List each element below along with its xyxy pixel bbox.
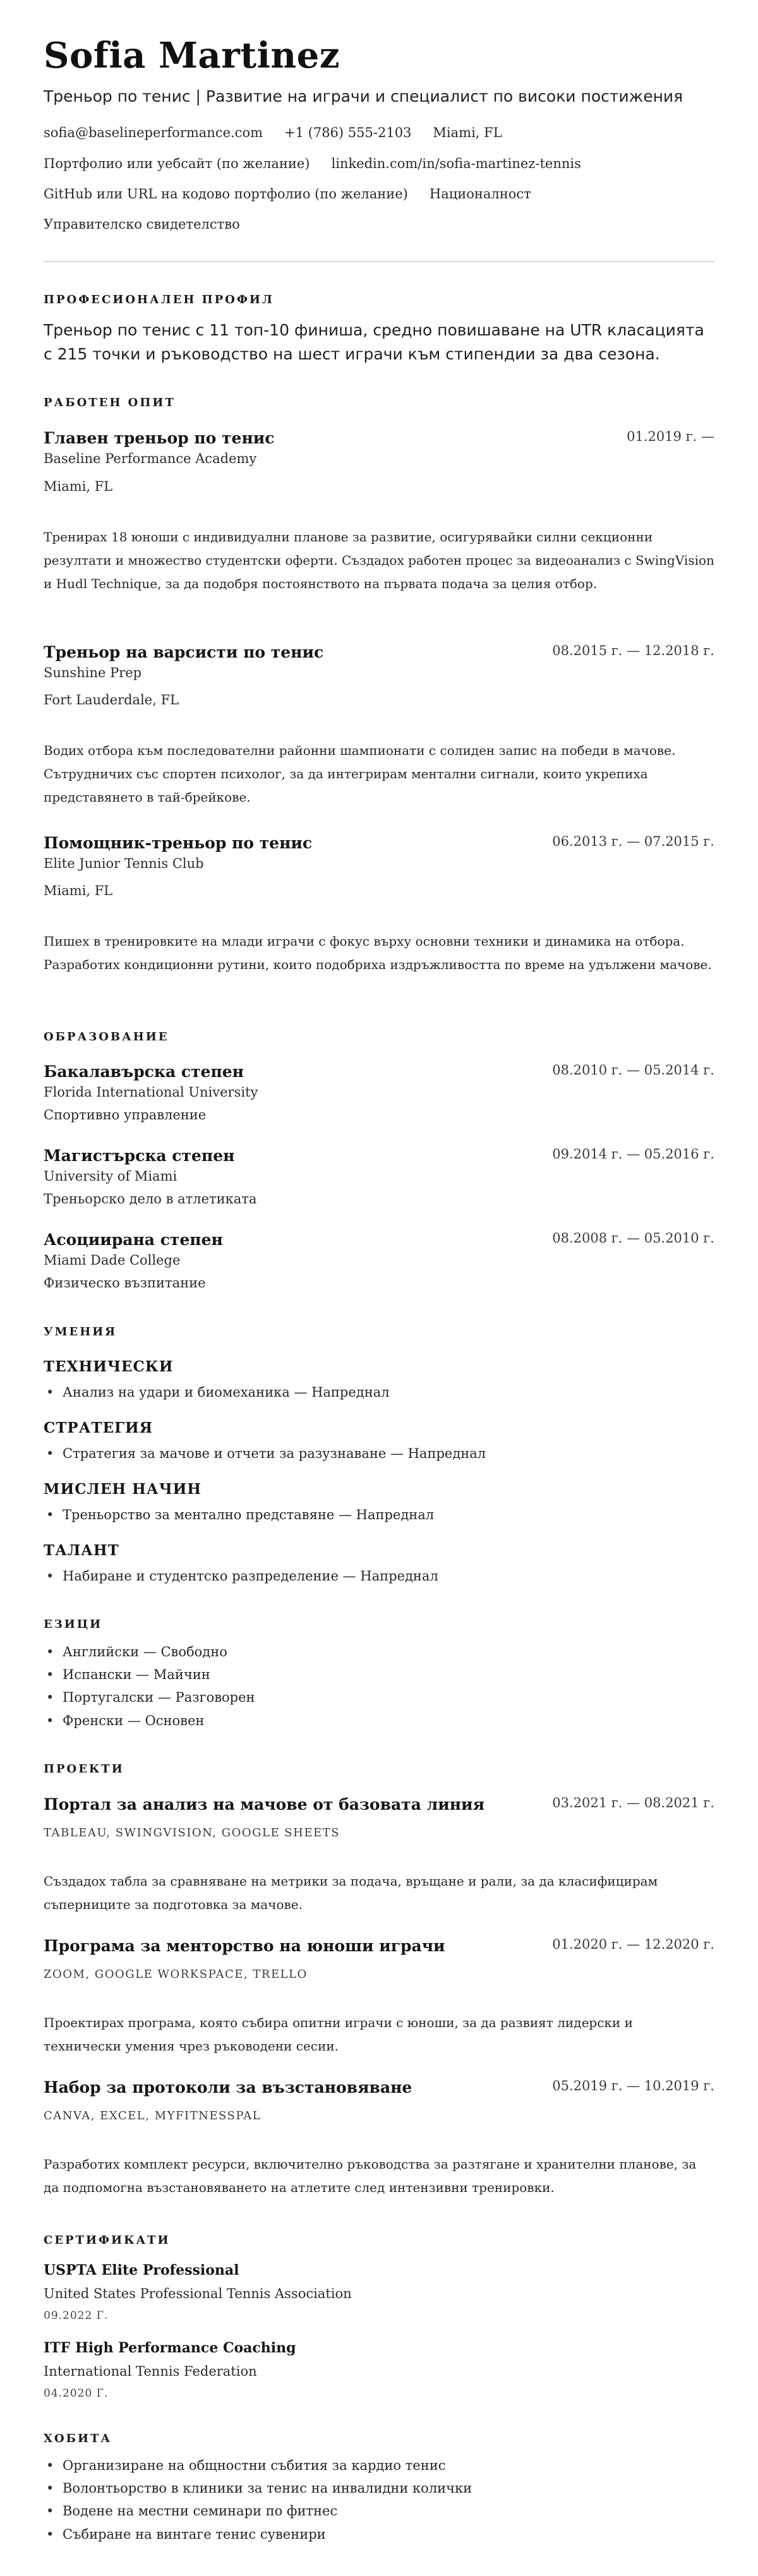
job-dates: 08.2015 г. — 12.2018 г.	[552, 643, 714, 658]
education-heading: ОБРАЗОВАНИЕ	[44, 1030, 169, 1044]
project-tools: CANVA, EXCEL, MYFITNESSPAL	[44, 2109, 262, 2122]
field-of-study: Треньорско дело в атлетиката	[44, 1191, 257, 1207]
job-description: Водих отбора към последователни районни шампионати с солиден запис на победи в мачове. Сътрудничих със спортен психолог, за да интегрирам ментални сигнали, които укрепиха представянето в тай-брейкове.	[44, 743, 676, 805]
location-text: Miami, FL	[433, 125, 502, 140]
certificate-issuer: International Tennis Federation	[44, 2364, 257, 2379]
contact-line-1	[44, 125, 502, 140]
header-divider	[44, 261, 714, 262]
language-item: • Португалски — Разговорен	[44, 1690, 255, 1705]
project-title: Портал за анализ на мачове от базовата линия	[44, 1795, 485, 1814]
school-name: University of Miami	[44, 1169, 177, 1184]
job-dates: 06.2013 г. — 07.2015 г.	[552, 834, 714, 849]
email-link[interactable]: sofia@baselineperformance.com	[44, 125, 263, 140]
project-tools: TABLEAU, SWINGVISION, GOOGLE SHEETS	[44, 1826, 340, 1839]
candidate-name: Sofia Martinez	[44, 35, 340, 76]
degree-title: Бакалавърска степен	[44, 1062, 244, 1081]
skills-heading: УМЕНИЯ	[44, 1325, 117, 1339]
linkedin-link[interactable]: linkedin.com/in/sofia-martinez-tennis	[331, 156, 581, 171]
hobbies-heading: ХОБИТА	[44, 2432, 112, 2445]
phone-link[interactable]: +1 (786) 555-2103	[284, 125, 412, 140]
certificate-date: 09.2022 Г.	[44, 2309, 109, 2322]
field-of-study: Физическо възпитание	[44, 1275, 206, 1291]
nationality-text: Националност	[429, 186, 531, 202]
hobby-item: • Водене на местни семинари по фитнес	[44, 2503, 337, 2519]
profile-summary: Треньор по тенис с 11 топ-10 финиша, средно повишаване на UTR класацията с 215 точки и ръководство на шест играчи към стипендии за два сезона.	[44, 321, 704, 363]
project-description: Създадох табла за сравняване на метрики за подача, връщане и рали, за да класифицирам съперниците за подготовка за мачове.	[44, 1874, 658, 1912]
contact-line-2	[44, 156, 581, 171]
contact-line-3	[44, 186, 531, 202]
degree-title: Асоциирана степен	[44, 1231, 223, 1249]
job-location: Miami, FL	[44, 883, 113, 898]
school-name: Florida International University	[44, 1085, 258, 1100]
education-dates: 08.2008 г. — 05.2010 г.	[552, 1231, 714, 1246]
certificate-name: ITF High Performance Coaching	[44, 2340, 296, 2356]
github-link[interactable]: GitHub или URL на кодово портфолио (по желание)	[44, 186, 408, 202]
skill-item: • Анализ на удари и биомеханика — Напреднал	[44, 1385, 390, 1400]
certificate-date: 04.2020 Г.	[44, 2387, 109, 2400]
project-dates: 01.2020 г. — 12.2020 г.	[552, 1937, 714, 1952]
headline: Треньор по тенис | Развитие на играчи и специалист по високи постижения	[44, 87, 683, 105]
job-title: Главен треньор по тенис	[44, 429, 275, 447]
language-item: • Испански — Майчин	[44, 1667, 210, 1682]
job-description: Тренирах 18 юноши с индивидуални планове за развитие, осигурявайки силни секционни резултати и множество студентски оферти. Създадох работен процес за видеоанализ с SwingVision и Hudl Technique, за да подобря постоянството на първата подача за целия отбор.	[44, 529, 714, 591]
skill-item: • Стратегия за мачове и отчети за разузнаване — Напреднал	[44, 1446, 486, 1461]
projects-heading: ПРОЕКТИ	[44, 1762, 124, 1776]
job-description: Пишех в тренировките на млади играчи с фокус върху основни техники и динамика на отбора. Разработих кондиционни рутини, които подобриха издръжливостта по време на удължени мачове.	[44, 934, 712, 972]
certificates-heading: СЕРТИФИКАТИ	[44, 2234, 171, 2247]
skill-category: ТАЛАНТ	[44, 1542, 119, 1559]
job-employer: Elite Junior Tennis Club	[44, 856, 204, 871]
hobby-item: • Събиране на винтаге тенис сувенири	[44, 2527, 326, 2542]
license-text: Управителско свидетелство	[44, 217, 240, 232]
project-description: Разработих комплект ресурси, включително ръководства за разтягане и хранителни планове, за да подпомогна възстановяването на атлетите след интензивни тренировки.	[44, 2157, 697, 2195]
project-dates: 05.2019 г. — 10.2019 г.	[552, 2078, 714, 2093]
certificate-name: USPTA Elite Professional	[44, 2262, 239, 2278]
job-title: Треньор на варсисти по тенис	[44, 643, 324, 661]
languages-heading: ЕЗИЦИ	[44, 1618, 103, 1631]
certificate-issuer: United States Professional Tennis Association	[44, 2286, 352, 2301]
skill-item: • Треньорство за ментално представяне — Напреднал	[44, 1507, 434, 1522]
education-dates: 08.2010 г. — 05.2014 г.	[552, 1062, 714, 1078]
portfolio-link[interactable]: Портфолио или уебсайт (по желание)	[44, 156, 310, 171]
project-title: Програма за менторство на юноши играчи	[44, 1937, 445, 1955]
language-item: • Френски — Основен	[44, 1713, 204, 1728]
experience-heading: РАБОТЕН ОПИТ	[44, 396, 176, 409]
skill-item: • Набиране и студентско разпределение — Напреднал	[44, 1568, 438, 1584]
job-dates: 01.2019 г. —	[627, 429, 714, 444]
education-dates: 09.2014 г. — 05.2016 г.	[552, 1147, 714, 1162]
skill-category: ТЕХНИЧЕСКИ	[44, 1358, 174, 1375]
job-location: Miami, FL	[44, 479, 113, 494]
field-of-study: Спортивно управление	[44, 1107, 207, 1122]
hobby-item: • Организиране на общностни събития за кардио тенис	[44, 2458, 445, 2473]
degree-title: Магистърска степен	[44, 1147, 235, 1165]
school-name: Miami Dade College	[44, 1253, 181, 1268]
job-employer: Sunshine Prep	[44, 665, 142, 680]
job-employer: Baseline Performance Academy	[44, 451, 257, 466]
job-title: Помощник-треньор по тенис	[44, 834, 313, 852]
project-tools: ZOOM, GOOGLE WORKSPACE, TRELLO	[44, 1968, 308, 1981]
language-item: • Английски — Свободно	[44, 1644, 227, 1659]
skill-category: СТРАТЕГИЯ	[44, 1419, 153, 1436]
project-title: Набор за протоколи за възстановяване	[44, 2078, 412, 2097]
job-location: Fort Lauderdale, FL	[44, 692, 179, 707]
skill-category: МИСЛЕН НАЧИН	[44, 1481, 202, 1498]
hobby-item: • Волонтьорство в клиники за тенис на инвалидни колички	[44, 2481, 472, 2496]
project-description: Проектирах програма, която събира опитни играчи с юноши, за да развият лидерски и технически умения чрез ръководени сесии.	[44, 2015, 633, 2054]
project-dates: 03.2021 г. — 08.2021 г.	[552, 1795, 714, 1810]
profile-heading: ПРОФЕСИОНАЛЕН ПРОФИЛ	[44, 293, 274, 306]
